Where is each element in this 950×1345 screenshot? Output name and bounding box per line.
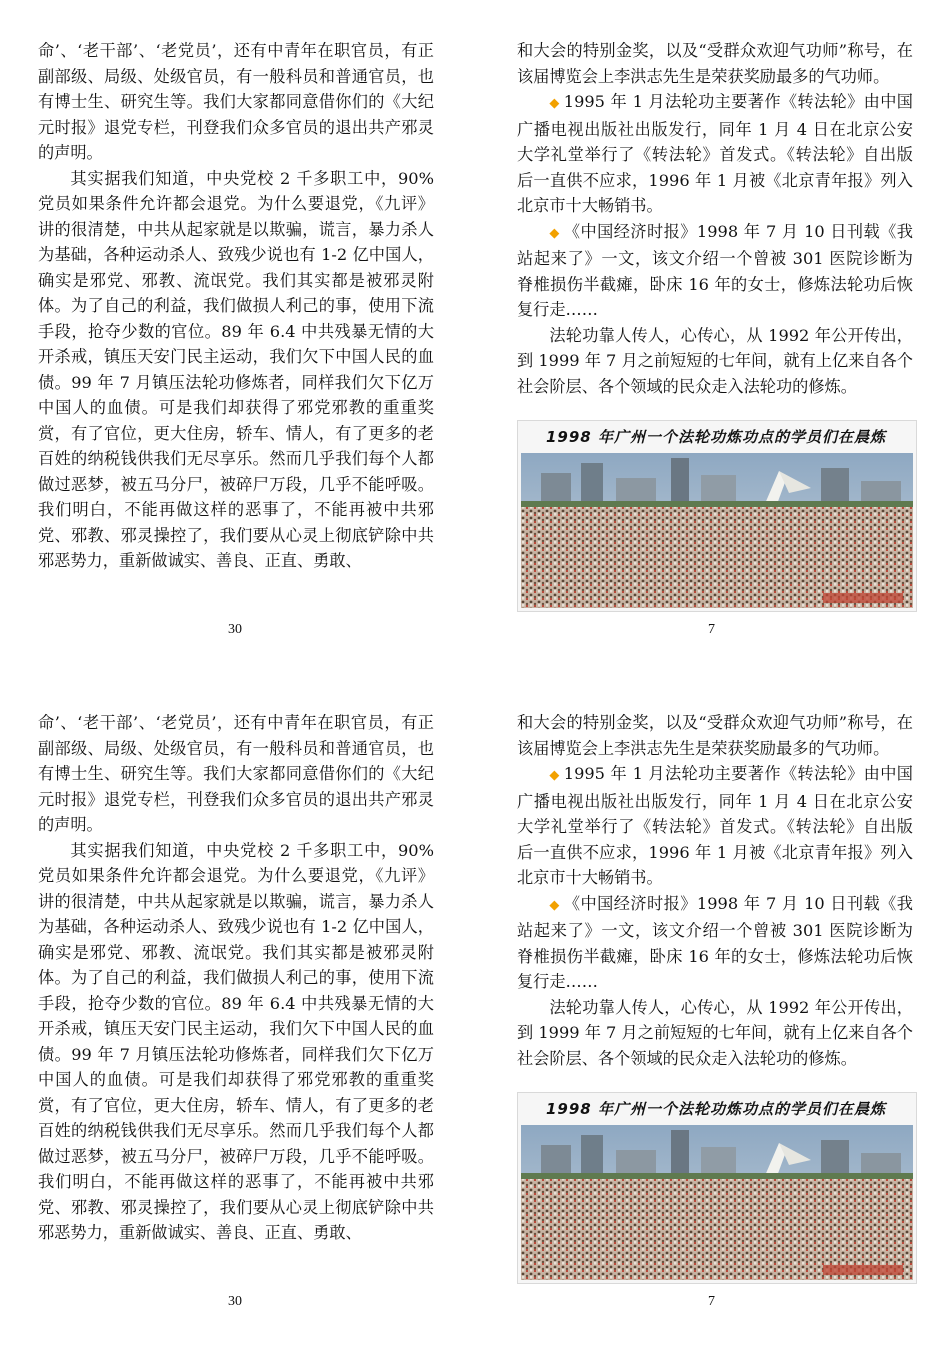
diamond-icon: ◆ [549,897,560,913]
left-paragraph-1: 命’、‘老干部’、‘老党员’，还有中青年在职官员，有正副部级、局级、处级官员，有一般科员和普通官员，也有博士生、研究生等。我们大家都同意借你们的《大纪元时报》退党专栏，刊登我们众多官员的退出共产邪灵的声明。 [38,41,434,162]
right-paragraph-3-text: 《中国经济时报》1998 年 7 月 10 日刊载《我站起来了》一文，该文介绍一个曾被 301 医院诊断为脊椎损伤半截瘫，卧床 16 年的女士，修炼法轮功后恢复行走…… [517,221,913,319]
right-paragraph-3-text: 《中国经济时报》1998 年 7 月 10 日刊载《我站起来了》一文，该文介绍一个曾被 301 医院诊断为脊椎损伤半截瘫，卧床 16 年的女士，修炼法轮功后恢复行走…… [517,893,913,991]
left-paragraph-2: 其实据我们知道，中央党校 2 千多职工中，90% 党员如果条件允许都会退党。为什么要退党，《九评》讲的很清楚，中共从起家就是以欺骗，谎言，暴力杀人为基础，各种运动杀人、致残少说也有 1-2 亿中国人，确实是邪党、邪教、流氓党。我们其实都是被邪灵附体。为了自己的利益，我们做损人利己的事，使用下流手段，抢夺少数的官位。89 年 6.4 中共残暴无情的大开杀戒，镇压天安门民主运动，我们欠下中国人民的血债。99 年 7 月镇压法轮功修炼者，同样我们欠下亿万中国人的血债。可是我们却获得了邪党邪教的重重奖赏，有了官位，更大住房，轿车、情人，有了更多的老百姓的纳税钱供我们无尽享乐。然而几乎我们每个人都做过恶梦，被五马分尸，被碎尸万段，几乎不能呼吸。我们明白，不能再做这样的恶事了，不能再被中共邪党、邪教、邪灵操控了，我们要从心灵上彻底铲除中共邪恶势力，重新做诚实、善良、正直、勇敢、 [38,840,434,1242]
right-paragraph-4: 法轮功靠人传人，心传心，从 1992 年公开传出，到 1999 年 7 月之前短短的七年间，就有上亿来自各个社会阶层、各个领域的民众走入法轮功的修炼。 [517,997,913,1068]
left-paragraph-1: 命’、‘老干部’、‘老党员’，还有中青年在职官员，有正副部级、局级、处级官员，有一般科员和普通官员，也有博士生、研究生等。我们大家都同意借你们的《大纪元时报》退党专栏，刊登我们众多官员的退出共产邪灵的声明。 [38,713,434,834]
photo-caption: 1998 年广州一个法轮功炼功点的学员们在晨炼 [546,1100,886,1118]
page-spread-top [0,0,950,672]
right-paragraph-1: 和大会的特别金奖，以及“受群众欢迎气功师”称号，在该届博览会上李洪志先生是荣获奖励最多的气功师。 [517,41,913,86]
right-paragraph-3 [517,891,913,995]
right-page-column [517,710,913,1071]
photo-caption: 1998 年广州一个法轮功炼功点的学员们在晨炼 [546,428,886,446]
right-paragraph-2-text: 1995 年 1 月法轮功主要著作《转法轮》由中国广播电视出版社出版发行，同年 1 月 4 日在北京公安大学礼堂举行了《转法轮》首发式。《转法轮》自出版后一直供不应求，1996 年 1 月被《北京青年报》列入北京市十大畅销书。 [517,764,913,887]
crowd-exercise-image [521,453,913,608]
page-spread-bottom [0,672,950,1344]
diamond-icon: ◆ [549,768,560,783]
practice-photo [517,1092,917,1284]
right-paragraph-2 [517,89,913,219]
right-paragraph-4: 法轮功靠人传人，心传心，从 1992 年公开传出，到 1999 年 7 月之前短短的七年间，就有上亿来自各个社会阶层、各个领域的民众走入法轮功的修炼。 [517,325,913,396]
practice-photo [517,420,917,612]
right-paragraph-2 [517,761,913,891]
diamond-icon: ◆ [549,225,560,241]
left-page-column [38,38,434,574]
crowd-exercise-image [521,1125,913,1280]
left-page-number: 30 [228,1294,242,1309]
left-page-number: 30 [228,622,242,637]
right-paragraph-1: 和大会的特别金奖，以及“受群众欢迎气功师”称号，在该届博览会上李洪志先生是荣获奖励最多的气功师。 [517,713,913,758]
diamond-icon: ◆ [549,96,560,111]
right-paragraph-3 [517,219,913,323]
left-paragraph-2: 其实据我们知道，中央党校 2 千多职工中，90% 党员如果条件允许都会退党。为什么要退党，《九评》讲的很清楚，中共从起家就是以欺骗，谎言，暴力杀人为基础，各种运动杀人、致残少说也有 1-2 亿中国人，确实是邪党、邪教、流氓党。我们其实都是被邪灵附体。为了自己的利益，我们做损人利己的事，使用下流手段，抢夺少数的官位。89 年 6.4 中共残暴无情的大开杀戒，镇压天安门民主运动，我们欠下中国人民的血债。99 年 7 月镇压法轮功修炼者，同样我们欠下亿万中国人的血债。可是我们却获得了邪党邪教的重重奖赏，有了官位，更大住房，轿车、情人，有了更多的老百姓的纳税钱供我们无尽享乐。然而几乎我们每个人都做过恶梦，被五马分尸，被碎尸万段，几乎不能呼吸。我们明白，不能再做这样的恶事了，不能再被中共邪党、邪教、邪灵操控了，我们要从心灵上彻底铲除中共邪恶势力，重新做诚实、善良、正直、勇敢、 [38,168,434,570]
right-page-number: 7 [708,1294,715,1309]
left-page-column [38,710,434,1246]
right-page-column [517,38,913,399]
right-page-number: 7 [708,622,715,637]
right-paragraph-2-text: 1995 年 1 月法轮功主要著作《转法轮》由中国广播电视出版社出版发行，同年 1 月 4 日在北京公安大学礼堂举行了《转法轮》首发式。《转法轮》自出版后一直供不应求，1996 年 1 月被《北京青年报》列入北京市十大畅销书。 [517,92,913,215]
